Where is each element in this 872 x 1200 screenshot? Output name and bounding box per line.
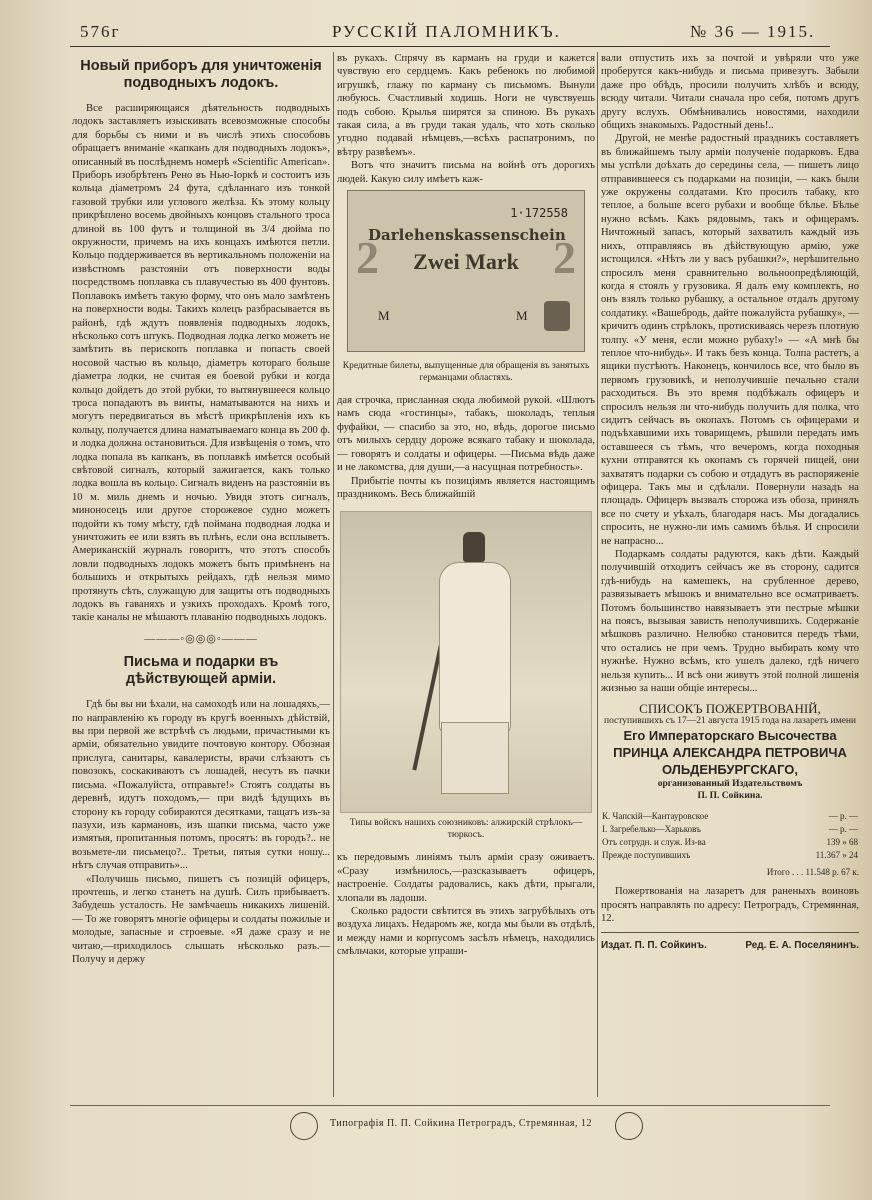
article-paragraph: дая строчка, присланная сюда любимой рукой. «Шлютъ намъ сюда «гостинцы», табакъ, шоколадъ, теплыя фуфайки, — спасибо за это, но, вѣдь, дорогое письмо отъ милыхъ сердцу дороже всякаго табаку и шоколада, — говорятъ и солдаты и офицеры. —Письма вѣдь даже и не лакомства, для души,—а насущная потребность». xyxy=(337,395,595,474)
donations-total: Итого . . . 11.548 р. 67 к. xyxy=(766,866,859,877)
article-paragraph: вали отпустить ихъ за почтой и увѣряли что уже проберутся какъ-нибудь и письма привезутъ. Забыли даже про обѣдъ, просили получить хлѣбъ и всюду, всюду читали. Читали сначала про себя, потомъ другъ другу вслухъ. Обмѣнивались новостями, находили общихъ знакомыхъ. Радостный день!.. xyxy=(601,53,859,132)
article-paragraph: Сколько радости свѣтится въ этихъ загрубѣлыхъ отъ воздуха лицахъ. Недаромъ же, когда мы были въ отдѣлѣ, и между нами и корпусомъ засѣлъ нѣмецъ, находились смѣльчаки, которые упраши- xyxy=(337,905,595,958)
page-number: 576г xyxy=(80,22,121,41)
figure-head xyxy=(463,532,485,562)
donor-name: Прежде поступившихъ xyxy=(602,849,691,860)
table-row xyxy=(601,836,859,849)
imprint xyxy=(601,932,859,952)
donations-title: СПИСОКЪ ПОЖЕРТВОВАНІЙ, xyxy=(639,700,821,716)
editor: Ред. Е. А. Поселянинъ. xyxy=(745,939,859,951)
patron-line: Его Императорскаго Высочества xyxy=(623,727,837,743)
eagle-emblem-icon xyxy=(544,301,570,331)
column-rule xyxy=(597,52,598,1097)
article-paragraph: «Получишь письмо, пишетъ съ позицій офицеръ, прочтешь, и легко станетъ на душѣ. Силъ прибываетъ. Забудешь усталость. Не замѣчаешь никакихъ лишеній.— То же говорятъ многіе офицеры и солдаты пожилые и молодые, запасные и строевые. «Я даже сразу и не читаю,—приходилось слышать нѣсколько разъ.—Получу и держу xyxy=(72,873,330,965)
donation-amount: — р. — xyxy=(828,823,858,834)
donor-name: І. Загребелько—Харьковъ xyxy=(602,823,701,834)
patron-line: ОЛЬДЕНБУРГСКАГО, xyxy=(661,761,798,777)
donor-name: Отъ сотрудн. и служ. Из-ва xyxy=(602,836,706,847)
donation-amount: 11.367 » 24 xyxy=(815,849,858,860)
banknote-numeral: 2 xyxy=(553,232,576,284)
page-footer xyxy=(70,1105,830,1142)
donations-table xyxy=(601,810,859,862)
printer-imprint: Типографія П. П. Сойкина Петроградъ, Стремянная, 12 xyxy=(330,1118,593,1129)
article-paragraph: Вотъ что значитъ письма на войнѣ отъ дорогихъ людей. Какую силу имѣетъ каж- xyxy=(337,160,595,185)
column-1 xyxy=(72,52,330,966)
donations-subtitle: поступившихъ съ 17—21 августа 1915 года на лазаретъ имени xyxy=(603,715,857,726)
table-row xyxy=(601,849,859,862)
article-paragraph: Другой, не менѣе радостный праздникъ составляетъ въ ближайшемъ тылу арміи полученіе подарковъ. Едва мы успѣли доѣхать до середины села, — пишетъ лицо отправившееся съ подарками на позиціи, — какъ были уже окружены солдатами. Кто просилъ табаку, кто теплое, а больше всего рубахи и вообще бѣлье. Бѣлье нужно всѣмъ. Какъ рядовымъ, такъ и офицерамъ. Ничтожный запасъ, который захватилъ каждый изъ нихъ, отправляясь въ дѣйствующую армію, уже истощился. «Нѣтъ ли у васъ рубашки?», нерѣшительно спросилъ меня сравнительно вольноопредѣляющій, когда я стоялъ у грузовика. Я далъ ему комплектъ, но онъ взялъ только рубашку, а остальное отдалъ другому солдатику. «Вашебродь, дайте пожалуйста рубашку», — кричитъ одинъ стрѣлокъ, протискиваясь черезъ плотную толпу. «У меня, если можно рубаху!» — «А мнѣ бы теплое что-нибудь». И такъ безъ конца. Толпа растетъ, а ящики пустѣютъ. Наконецъ, кончилось все, что было въ первомъ грузовикѣ, и неполучившіе печально стали расходиться. Въ это время подбѣжалъ офицеръ и спросилъ нельзя ли что-нибудь получить для полка, что сидитъ сейчасъ въ окопахъ. Потомъ съ офицерами и подъѣхавшими ихъ товарищемъ, рѣшили передать имъ оставшееся съ тѣмъ, что вечеромъ, когда походныя кухни отправятся къ окопамъ съ горячей пищей, они захватятъ подарки съ собою и отдадутъ въ распоряженіе офицера. Такъ мы и сдѣлали. Повернули назадъ на площадь. Офицеръ вызвалъ сторожа изъ обоза, принялъ все по счету и уѣхалъ, благодаря насъ. Мы догадались спросить, не нужно-ли имъ самимъ бѣлья. И спросили не напрасно... xyxy=(601,133,859,547)
banknote-letter: M xyxy=(516,308,528,324)
organizer-line: организованный Издательствомъ xyxy=(657,778,803,789)
banknote-letter: M xyxy=(378,308,390,324)
article-paragraph: Гдѣ бы вы ни ѣхали, на самоходѣ или на лошадяхъ,—по направленію къ городу въ кругѣ военныхъ дѣйствій, вы при первой же встрѣчѣ съ людьми, причастными къ арміи, обязательно увидите почтовую контору. Обозная прислуга, санитары, кавалеристы, врачи слѣзаютъ съ повозокъ, соскакиваютъ съ лошадей, несутъ въ пачки письма. «Пожалуйста, отправьте!» Стоятъ солдаты въ деревнѣ, идутъ походомъ,— при видѣ ѣдущихъ въ сторону къ городу собираются десятками, тащатъ изъ-за пазухи, изъ кармановъ, изъ шапки письма, часто уже измятыя, пропитанныя потомъ, просятъ: въ городъ?.. не возьмете-ли письмецо?.. Третьи, пятыя сутки ношу... нѣтъ случая отправить»... xyxy=(72,699,330,872)
issue-number: № 36 — 1915. xyxy=(690,22,816,41)
organizer-line: П. П. Сойкина. xyxy=(697,790,763,801)
banknote-serial: 1·172558 xyxy=(510,206,568,221)
figure-legs xyxy=(441,722,509,794)
column-2 xyxy=(337,52,595,959)
figure-body xyxy=(439,562,511,734)
column-rule xyxy=(333,52,334,1097)
ornament-divider: ———◦◎◎◎◦——— xyxy=(144,632,258,645)
donations-appeal: Пожертвованія на лазаретъ для раненыхъ воиновъ просятъ направлять по адресу: Петроградъ, Стремянная, 12. xyxy=(601,886,859,925)
article-paragraph: въ рукахъ. Спрячу въ карманъ на груди и кажется чувствую его сердцемъ. Какъ ребенокъ по любимой игрушкѣ, глажу по карману съ письмомъ. Вынули любуюсь. Счастливый ходишь. Ноги не чувствуешь подъ собою. Крылья ширятся за спиною. Въ рукахъ такая сила, а въ груди такая удаль, что хоть сколько угодно подавай нѣмцевъ,—всѣхъ распатронимъ, по вѣтру развѣемъ». xyxy=(337,53,595,158)
article-paragraph: Все расширяющаяся дѣятельность подводныхъ лодокъ заставляетъ изыскивать всевозможные способы для борьбы съ ними и въ числѣ этихъ способовъ обращаетъ вниманіе «капканъ для подводныхъ лодокъ», описанный въ послѣднемъ номерѣ «Scientific American». Приборъ изобрѣтенъ Рено въ Нью-Іоркѣ и состоитъ изъ кольца діаметромъ 24 фута, сдѣланнаго изъ тонкой газовой трубки или углового желѣза. Къ этому кольцу прикрѣплено восемь двойныхъ концовъ стального троса длиной въ 100 футъ и толщиной въ 3/4 дюйма по окружности, причемъ на ихъ концахъ имѣются петли. Кольцо поддерживается въ вертикальномъ положеніи на извѣстномъ разстояніи отъ поверхности воды посредствомъ поплавка съ плавучестью въ 400 фунтовъ. Поплавокъ имѣетъ такую форму, что онъ мало замѣтенъ на поверхности воды. Такихъ колецъ разбрасывается въ районѣ, гдѣ ждутъ появленія подводныхъ лодокъ, нѣсколько сотъ штукъ. Подводная лодка легко можетъ не замѣтить въ перископъ поплавка и попасть своей носовой частью въ кольцо, діаметръ котораго больше діаметра лодки, не считая ея боевой рубки и когда кольцо дойдетъ до этой рубки, то вытянувшееся кольцо троса попадаютъ въ винты, наматываются на нихъ и могутъ передвигаться въ мѣстѣ прикрѣпленія ихъ къ кольцу, получается длина наматываемаго конца въ 200 ф. и лодка должна остановиться. Для извѣщенія о томъ, что лодка попала въ капканъ, въ поплавкѣ имѣется особый свѣтовой сигналъ, который зажигается, какъ только лодка вошла въ кольцо. Сигналъ виденъ на разстояніи въ 10 м. миль днемъ и ночью. Увидя этотъ сигналъ, миноносецъ или другое сторожевое судно можетъ подойти къ тому мѣсту, гдѣ поймана подводная лодка и уничтожить ее или взять въ плѣнъ, если она всплыветъ. Американскій журналъ говоритъ, что этотъ способъ ловли подводныхъ лодокъ можетъ быть примѣненъ на большихъ и открытыхъ рейдахъ, гдѣ нельзя мимо протянуть сѣть, служащую для защиты отъ подводныхъ лодокъ въ гаваняхъ и узкихъ проходахъ. Кромѣ того, такіе каналы не мѣшаютъ плаванію подводныхъ лодокъ. xyxy=(72,103,330,624)
donation-amount: 139 » 68 xyxy=(826,836,858,847)
image-caption: Типы войскъ нашихъ союзниковъ: алжирскій стрѣлокъ—тюркосъ. xyxy=(349,818,583,841)
banknote-illustration xyxy=(347,190,585,352)
column-3 xyxy=(601,52,859,952)
page-header xyxy=(70,18,830,47)
table-row xyxy=(601,823,859,836)
banknote-numeral: 2 xyxy=(356,232,379,284)
banknote-title: Darlehenskassenschein xyxy=(368,226,566,245)
article-title: Письма и подарки въ дѣйствующей арміи. xyxy=(123,654,279,688)
donation-amount: — р. — xyxy=(828,810,858,821)
image-caption: Кредитные билеты, выпущенные для обращенія въ занятыхъ германцами областяхъ. xyxy=(342,361,590,384)
table-row xyxy=(601,810,859,823)
donor-name: К. Чапскій—Кантауровское xyxy=(602,810,709,821)
soldier-illustration xyxy=(340,511,592,813)
article-paragraph: къ передовымъ линіямъ тылъ арміи сразу оживаетъ. «Сразу измѣнилось,—разсказываетъ офицеръ, настроеніе. Солдаты радовались, какъ дѣти, прыгали, хлопали въ ладоши. xyxy=(337,852,595,904)
patron-line: ПРИНЦА АЛЕКСАНДРА ПЕТРОВИЧА xyxy=(613,744,847,760)
article-title: Новый приборъ для уничтоженія подводныхъ лодокъ. xyxy=(80,58,322,91)
article-paragraph: Подаркамъ солдаты радуются, какъ дѣти. Каждый получившій отходитъ сейчасъ же въ сторону, садится гдѣ-нибудь на камешекъ, на срубленное дерево, развязываетъ мѣшокъ и внимательно все осматриваетъ. Потомъ большинство навязываетъ эти пестрые мѣшки на поясъ, вызывая зависть неполучившихъ. Содержаніе мѣшковъ различно. Нелюбко становится передъ тѣми, что остались не при чемъ. Трудно выбирать кому что нужнѣе. Нужно всѣмъ, кто ушелъ далеко, гдѣ ничего нельзя купить... И всѣ они живутъ этой полной лишенія жизнью за наши общіе интересы... xyxy=(601,549,859,695)
seal-icon xyxy=(290,1112,318,1140)
publisher: Издат. П. П. Сойкинъ. xyxy=(601,939,707,951)
journal-title: РУССКІЙ ПАЛОМНИКЪ. xyxy=(332,22,561,41)
seal-icon xyxy=(615,1112,643,1140)
article-paragraph: Прибытіе почты къ позиціямъ является настоящимъ праздникомъ. Весь ближайшій xyxy=(337,475,595,500)
banknote-denomination: Zwei Mark xyxy=(413,249,519,275)
